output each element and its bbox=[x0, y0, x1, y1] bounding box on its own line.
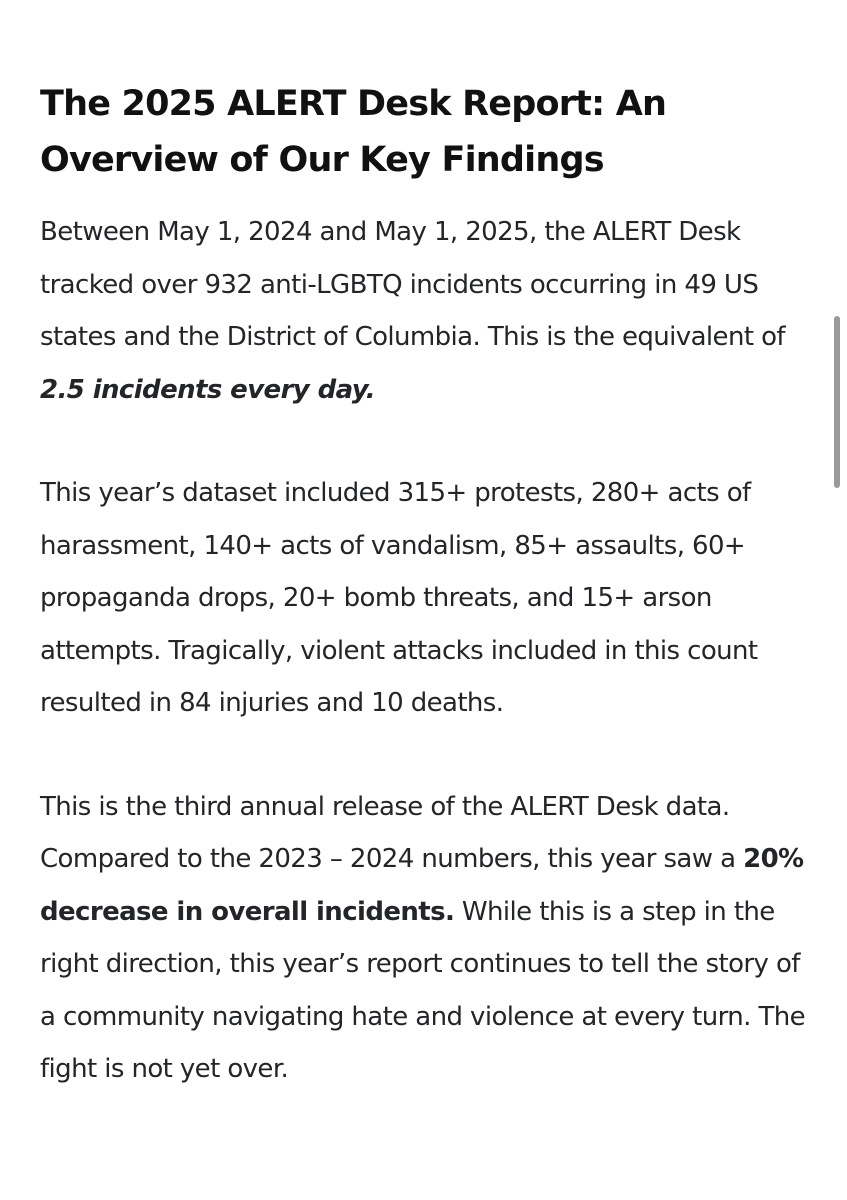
article-title: The 2025 ALERT Desk Report: An Overview of Our Key Findings bbox=[40, 84, 667, 180]
decrease-highlight: 20% decrease in overall incidents. bbox=[40, 844, 804, 927]
paragraph-incidents-text: Between May 1, 2024 and May 1, 2025, the ALERT Desk tracked over 932 anti-LGBTQ incidents occurring in 49 US states and the District of Columbia. This is the equivalent of bbox=[40, 217, 785, 352]
paragraph-dataset-text: This year’s dataset included 315+ protests, 280+ acts of harassment, 140+ acts of vandalism, 85+ assaults, 60+ propaganda drops, 20+ bomb threats, and 15+ arson attempts. Tragically, violent attacks included in this count resulted in 84 injuries and 10 deaths. bbox=[40, 478, 758, 718]
incidents-per-day-emphasis: 2.5 incidents every day. bbox=[40, 374, 376, 405]
paragraph-incidents-summary bbox=[40, 206, 812, 416]
article bbox=[40, 76, 812, 1147]
paragraph-dataset-breakdown bbox=[40, 467, 812, 730]
paragraph-comparison-text-before: This is the third annual release of the ALERT Desk data. Compared to the 2023 – 2024 numbers, this year saw a bbox=[40, 791, 744, 874]
paragraph-comparison-text-after: While this is a step in the right direction, this year’s report continues to tell the story of a community navigating hate and violence at every turn. The fight is not yet over. bbox=[40, 896, 806, 1084]
paragraph-annual-comparison bbox=[40, 781, 812, 1096]
vertical-scrollbar[interactable] bbox=[834, 316, 840, 488]
